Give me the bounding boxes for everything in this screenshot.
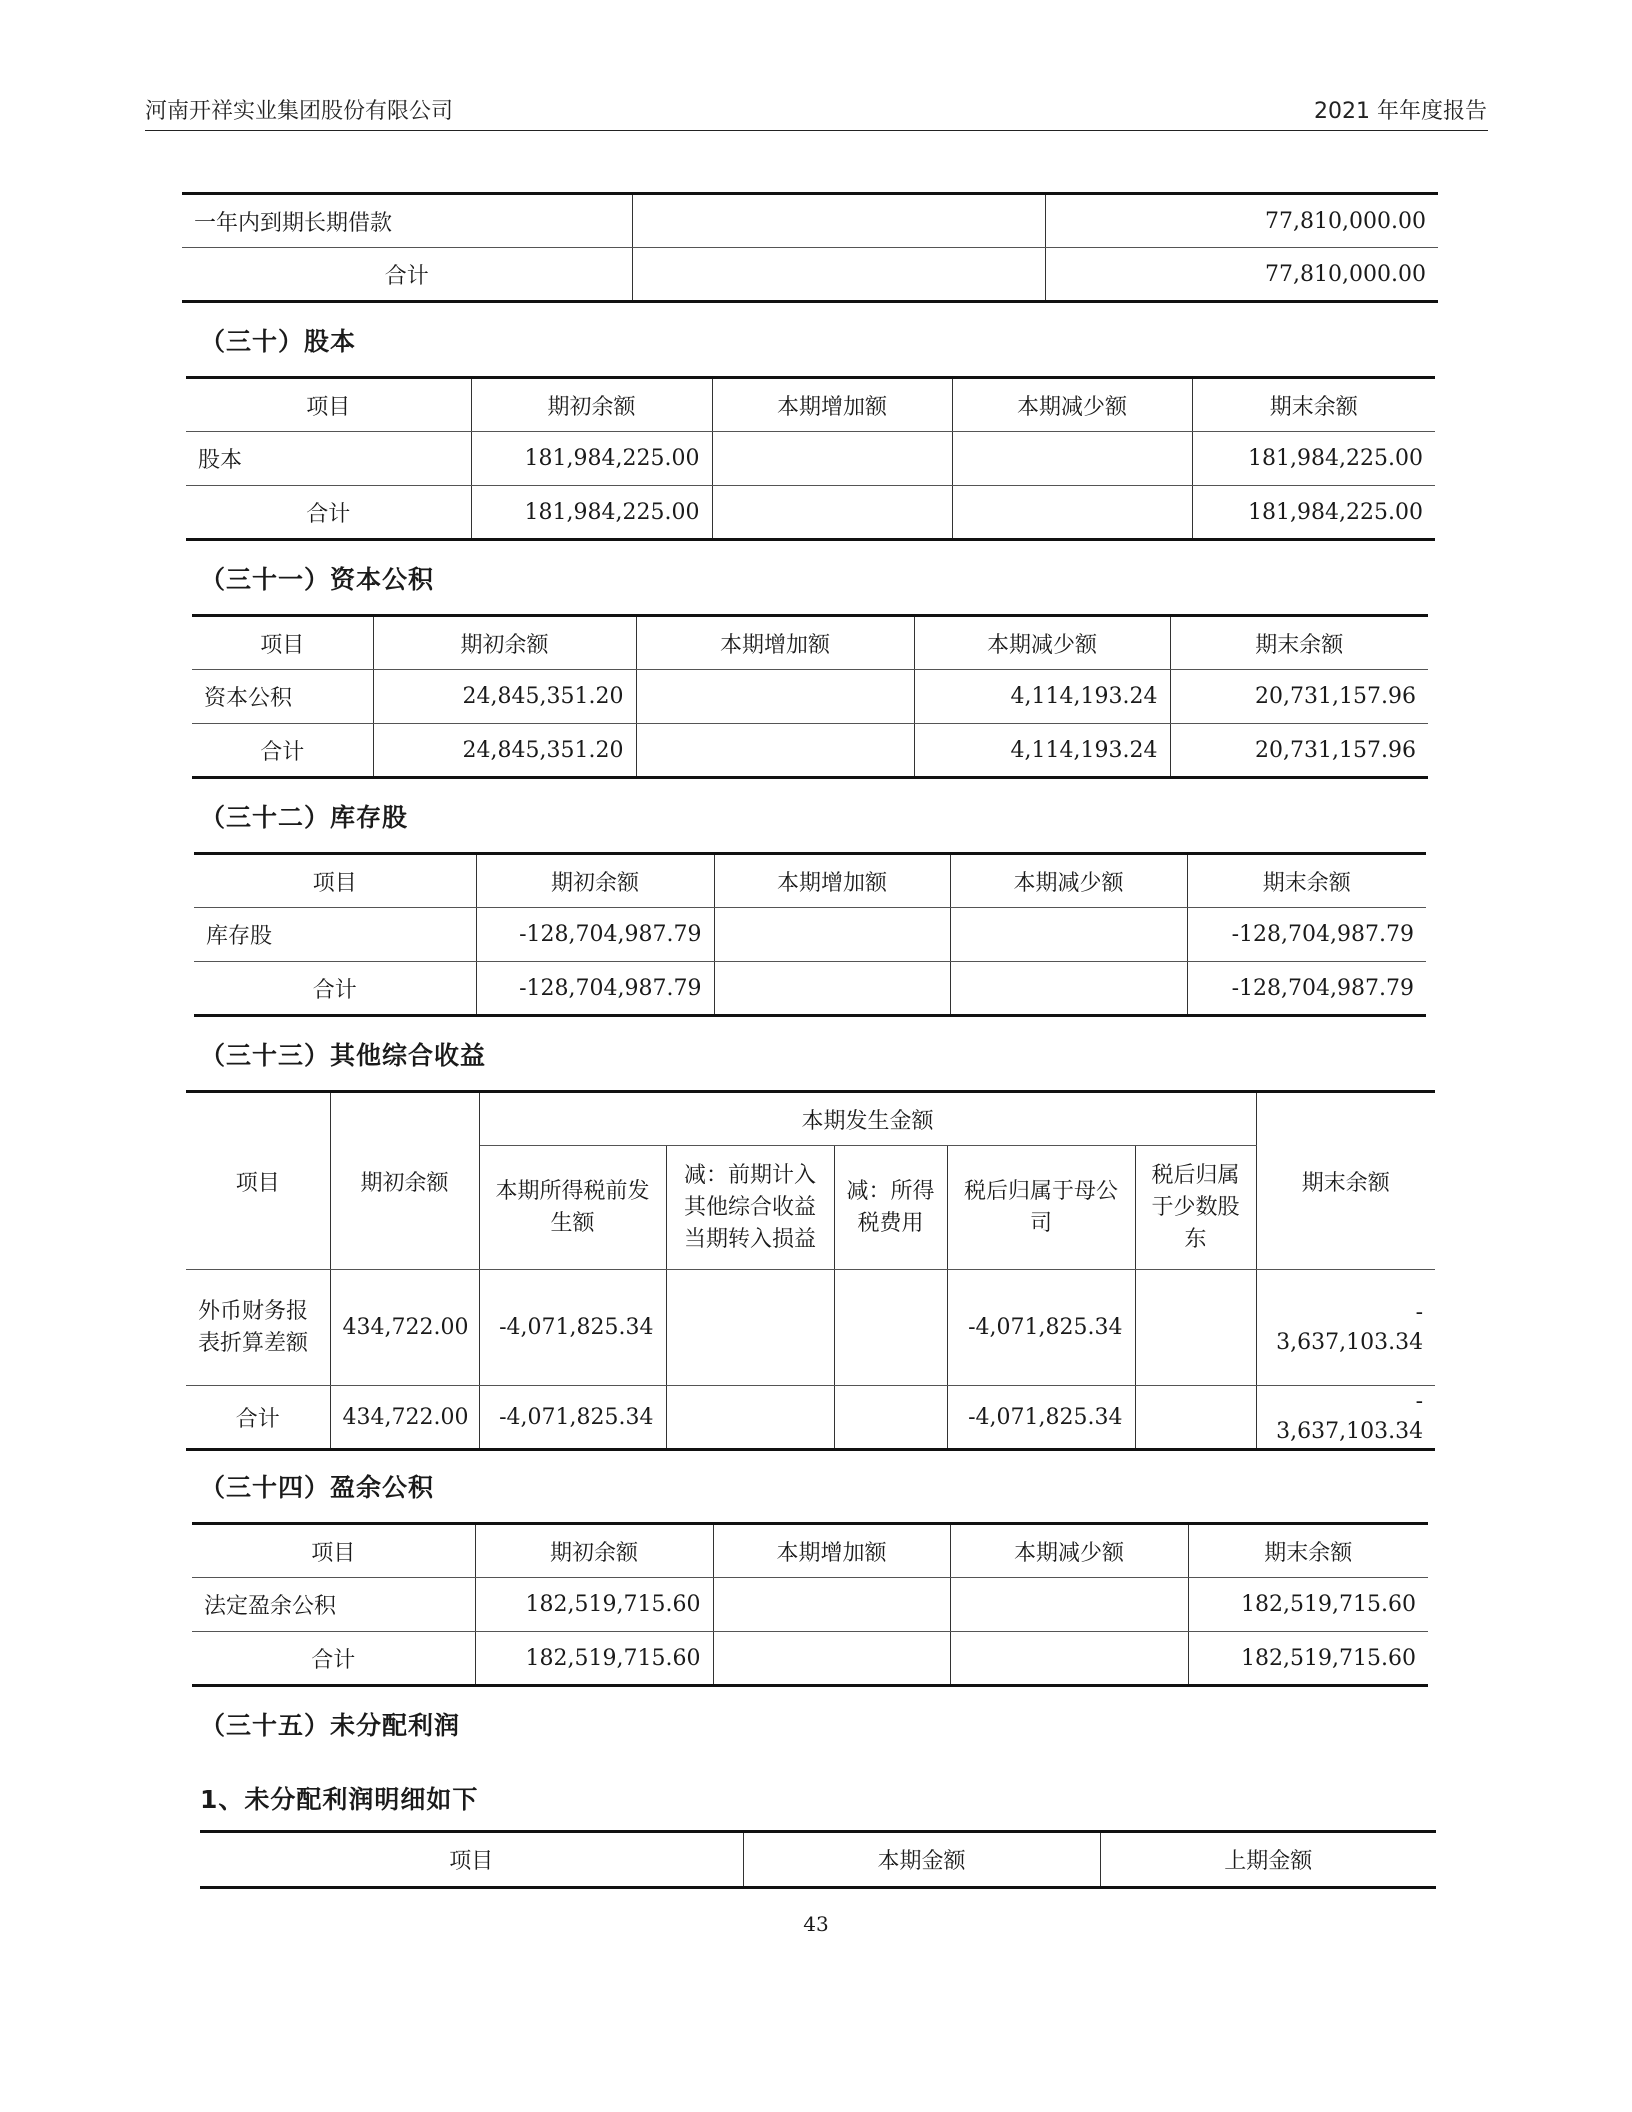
row-item: 外币财务报表折算差额 [186,1270,330,1386]
col-header-item: 项目 [200,1832,743,1888]
row-increase [713,1632,950,1686]
table-other-comprehensive-income [186,1090,1435,1451]
report-title: 2021 年年度报告 [1314,99,1487,124]
row-closing [1256,1386,1435,1450]
section-title-share-capital: （三十）股本 [200,327,357,356]
row-after-tax-minority [1135,1270,1256,1386]
row-increase [714,908,950,962]
table-row [192,670,1428,724]
row-item: 库存股 [194,908,476,962]
table-row [192,724,1428,778]
row-closing: 20,731,157.96 [1170,724,1428,778]
company-name: 河南开祥实业集团股份有限公司 [145,99,454,124]
row-item: 合计 [186,1386,330,1450]
closing-value: 3,637,103.34 [1276,1329,1424,1355]
row-decrease: 4,114,193.24 [914,724,1170,778]
col-header-opening: 期初余额 [476,854,714,908]
col-header-pre-tax: 本期所得税前发生额 [479,1146,666,1270]
row-opening: 182,519,715.60 [475,1632,713,1686]
col-header-decrease: 本期减少额 [914,616,1170,670]
col-header-item: 项目 [186,1092,330,1270]
col-header-after-tax-parent: 税后归属于母公司 [947,1146,1135,1270]
col-header-increase: 本期增加额 [712,378,952,432]
row-opening: 434,722.00 [330,1270,479,1386]
col-header-increase: 本期增加额 [713,1524,950,1578]
row-increase [714,962,950,1016]
table-row [182,248,1438,302]
col-header-opening: 期初余额 [475,1524,713,1578]
table-header-row [192,1524,1428,1578]
row-item: 合计 [186,486,471,540]
row-closing: -128,704,987.79 [1187,908,1426,962]
col-header-less-reclass: 减：前期计入其他综合收益当期转入损益 [666,1146,834,1270]
col-header-increase: 本期增加额 [714,854,950,908]
row-opening: 181,984,225.00 [471,432,712,486]
col-header-current-period-group: 本期发生金额 [479,1092,1256,1146]
table-row [182,194,1438,248]
col-header-decrease: 本期减少额 [952,378,1192,432]
row-value: 77,810,000.00 [1045,248,1438,302]
row-item: 合计 [182,248,632,302]
row-opening: 182,519,715.60 [475,1578,713,1632]
table-share-capital [186,376,1435,541]
row-increase [713,1578,950,1632]
row-opening: 24,845,351.20 [373,670,636,724]
row-opening: 24,845,351.20 [373,724,636,778]
row-increase [712,486,952,540]
table-row [186,432,1435,486]
row-opening: -128,704,987.79 [476,962,714,1016]
col-header-previous: 上期金额 [1100,1832,1436,1888]
subsection-title-undistributed-profit-detail: 1、未分配利润明细如下 [200,1785,479,1814]
row-decrease [952,486,1192,540]
row-decrease [950,1632,1188,1686]
row-decrease [952,432,1192,486]
col-header-current: 本期金额 [743,1832,1100,1888]
table-row [192,1578,1428,1632]
row-less-reclass [666,1270,834,1386]
row-item: 合计 [192,1632,475,1686]
row-opening: -128,704,987.79 [476,908,714,962]
row-item: 法定盈余公积 [192,1578,475,1632]
table-header-row [194,854,1426,908]
col-header-after-tax-minority: 税后归属于少数股东 [1135,1146,1256,1270]
table-header-row [186,1092,1435,1146]
col-header-closing: 期末余额 [1192,378,1435,432]
table-header-row [200,1832,1436,1888]
col-header-decrease: 本期减少额 [950,854,1187,908]
row-increase [636,724,914,778]
col-header-decrease: 本期减少额 [950,1524,1188,1578]
row-mid [632,194,1045,248]
page-number: 43 [803,1912,829,1936]
row-increase [712,432,952,486]
row-decrease: 4,114,193.24 [914,670,1170,724]
col-header-item: 项目 [192,616,373,670]
table-row [194,908,1426,962]
row-mid [632,248,1045,302]
table-row [186,1386,1435,1450]
table-row [194,962,1426,1016]
row-item: 股本 [186,432,471,486]
row-item: 资本公积 [192,670,373,724]
row-item: 合计 [194,962,476,1016]
row-pre-tax: -4,071,825.34 [479,1386,666,1450]
row-decrease [950,1578,1188,1632]
col-header-opening: 期初余额 [330,1092,479,1270]
row-closing: -128,704,987.79 [1187,962,1426,1016]
header-divider [145,130,1488,131]
table-undistributed-profit [200,1830,1436,1889]
row-closing: 181,984,225.00 [1192,432,1435,486]
row-closing: 20,731,157.96 [1170,670,1428,724]
row-opening: 434,722.00 [330,1386,479,1450]
row-increase [636,670,914,724]
row-decrease [950,908,1187,962]
col-header-closing: 期末余额 [1256,1092,1435,1270]
closing-value: 3,637,103.34 [1276,1419,1424,1444]
row-less-tax [834,1386,947,1450]
section-title-treasury-stock: （三十二）库存股 [200,803,409,832]
table-row [186,486,1435,540]
row-decrease [950,962,1187,1016]
row-value: 77,810,000.00 [1045,194,1438,248]
col-header-closing: 期末余额 [1187,854,1426,908]
table-row [186,1270,1435,1386]
col-header-item: 项目 [186,378,471,432]
section-title-undistributed-profit: （三十五）未分配利润 [200,1711,461,1740]
section-title-oci: （三十三）其他综合收益 [200,1041,487,1070]
row-item: 合计 [192,724,373,778]
table-surplus-reserve [192,1522,1428,1687]
col-header-increase: 本期增加额 [636,616,914,670]
col-header-closing: 期末余额 [1170,616,1428,670]
col-header-opening: 期初余额 [471,378,712,432]
table-capital-reserve [192,614,1428,779]
col-header-opening: 期初余额 [373,616,636,670]
closing-sign: - [1415,1389,1424,1414]
row-less-tax [834,1270,947,1386]
col-header-closing: 期末余额 [1188,1524,1428,1578]
closing-sign: - [1415,1299,1424,1325]
table-long-term-loans-due [182,192,1438,303]
row-pre-tax: -4,071,825.34 [479,1270,666,1386]
row-closing [1256,1270,1435,1386]
table-row [192,1632,1428,1686]
row-closing: 181,984,225.00 [1192,486,1435,540]
row-after-tax-parent: -4,071,825.34 [947,1270,1135,1386]
col-header-item: 项目 [194,854,476,908]
col-header-item: 项目 [192,1524,475,1578]
row-after-tax-minority [1135,1386,1256,1450]
table-header-row [192,616,1428,670]
section-title-capital-reserve: （三十一）资本公积 [200,565,435,594]
table-treasury-stock [194,852,1426,1017]
row-less-reclass [666,1386,834,1450]
row-closing: 182,519,715.60 [1188,1578,1428,1632]
row-opening: 181,984,225.00 [471,486,712,540]
col-header-less-tax: 减：所得税费用 [834,1146,947,1270]
row-after-tax-parent: -4,071,825.34 [947,1386,1135,1450]
row-item: 一年内到期长期借款 [182,194,632,248]
table-header-row [186,378,1435,432]
row-closing: 182,519,715.60 [1188,1632,1428,1686]
section-title-surplus-reserve: （三十四）盈余公积 [200,1473,435,1502]
